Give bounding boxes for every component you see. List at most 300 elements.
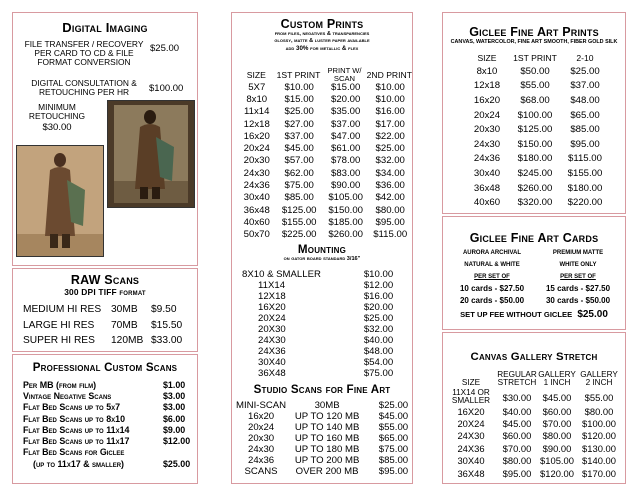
table-row [242, 280, 412, 291]
table-cell: UP TO 160 MB [294, 433, 360, 444]
table-cell: $42.00 [375, 192, 405, 204]
col2-head2: WHITE ONLY [559, 262, 597, 268]
custom-prints-table [238, 67, 412, 82]
table-cell: $125.00 [281, 204, 317, 216]
table-row [242, 368, 412, 379]
table-row [23, 302, 182, 318]
pro-label: Flat Bed Scans up to 5x7 [23, 402, 121, 413]
table-cell: $80.00 [584, 405, 614, 417]
table-row [445, 455, 621, 467]
table-cell: $55.00 [378, 422, 409, 433]
table-row [238, 81, 412, 93]
digital-imaging-item-2 [19, 79, 149, 97]
table-cell: $36.00 [375, 180, 405, 192]
table-cell: $37.00 [570, 80, 600, 92]
table-row [238, 192, 412, 204]
table-cell: $61.00 [330, 143, 361, 155]
pro-scans-table [23, 379, 190, 469]
col2-row1: 15 cards - $27.50 [545, 284, 611, 293]
table-cell: $45.00 [502, 418, 532, 430]
table-row [242, 291, 412, 302]
mounting-title: Mounting [297, 243, 347, 256]
table-cell: $90.00 [330, 180, 361, 192]
table-cell: $68.00 [520, 94, 550, 106]
table-cell: $75.00 [284, 180, 314, 192]
raw-label: SUPER HI RES [23, 335, 95, 347]
table-cell: 8x10 [476, 65, 498, 77]
table-cell: $155.00 [567, 167, 603, 179]
giclee-prints-panel [442, 12, 626, 214]
table-cell: $115.00 [568, 153, 602, 165]
table-cell: 36X48 [258, 368, 286, 379]
table-row [23, 390, 190, 401]
table-row [238, 130, 412, 142]
after-photo [107, 100, 195, 208]
table-cell: UP TO 200 MB [294, 455, 360, 466]
table-row [238, 216, 412, 228]
raw-scans-subtitle: 300 DPI TIFF format [64, 287, 146, 297]
giclee-prints-subtitle: CANVAS, WATERCOLOR, FINE ART SMOOTH, FIBER GOLD SILK [450, 39, 618, 45]
raw-size: 70MB [111, 319, 138, 331]
giclee-cards-title: Giclee Fine Art Cards [469, 231, 599, 245]
pro-price: $3.00 [163, 402, 186, 413]
table-row [23, 424, 190, 435]
table-row [238, 142, 412, 154]
table-cell: 30X40 [457, 455, 485, 467]
custom-prints-subtitle-1: from files, negatives & transparencies [274, 31, 370, 37]
table-row [242, 357, 412, 368]
table-cell: 20X24 [457, 418, 485, 430]
table-cell: $27.00 [284, 118, 314, 130]
table-row [242, 269, 412, 280]
table-cell: $55.00 [520, 80, 550, 92]
mounting-table [242, 269, 412, 379]
table-cell: 30MB [314, 400, 340, 411]
header-first-print: 1ST PRINT [276, 69, 321, 80]
table-row [23, 458, 190, 469]
table-row [23, 318, 182, 334]
table-row [23, 413, 190, 424]
table-row [238, 118, 412, 130]
item-label: FILE TRANSFER / RECOVERY PER CARD TO CD & FILE FORMAT CONVERSION [24, 39, 144, 67]
canvas-stretch-header [445, 367, 621, 387]
table-cell: 24X36 [457, 442, 485, 454]
table-cell: $95.00 [378, 466, 409, 477]
table-cell: 30x40 [473, 167, 501, 179]
table-cell: $150.00 [328, 204, 363, 216]
table-cell: $25.00 [570, 65, 600, 77]
table-row [445, 417, 621, 429]
table-cell: $25.00 [378, 400, 409, 411]
table-cell: 20x24 [247, 422, 275, 433]
raw-size: 30MB [111, 304, 138, 316]
table-cell: $65.00 [570, 109, 600, 121]
table-row [242, 302, 412, 313]
table-cell: 12x18 [473, 80, 501, 92]
table-cell: $260.00 [328, 229, 363, 241]
giclee-prints-title: Giclee Fine Art Prints [469, 25, 599, 39]
header-gallery-2-inch: GALLERY 2 INCH [580, 370, 618, 387]
table-cell: 5X7 [248, 81, 266, 93]
table-cell: 8x10 [246, 93, 268, 105]
table-row [236, 400, 408, 411]
table-cell: $45.00 [542, 391, 572, 403]
pro-price: $6.00 [163, 413, 186, 424]
table-cell: UP TO 180 MB [294, 444, 360, 455]
table-cell: $10.00 [375, 81, 405, 93]
header-gallery-1-inch: GALLERY 1 INCH [538, 370, 576, 387]
table-cell: $48.00 [570, 94, 600, 106]
table-cell: $75.00 [363, 368, 394, 379]
custom-prints-subtitle-2: glossy, matte & luster paper available [274, 38, 370, 44]
custom-prints-body [238, 81, 412, 241]
table-cell: $10.00 [284, 81, 314, 93]
table-cell: 24x36 [473, 153, 501, 165]
table-row [445, 442, 621, 454]
giclee-prints-table [465, 64, 609, 210]
header-size: SIZE [246, 69, 266, 80]
table-cell: $260.00 [517, 182, 553, 194]
col1-row2: 20 cards - $50.00 [459, 296, 525, 305]
studio-scans-title: Studio Scans for Fine Art [253, 383, 391, 396]
table-row [236, 433, 408, 444]
table-cell: $54.00 [363, 357, 394, 368]
table-header-row [465, 53, 609, 63]
table-row [236, 422, 408, 433]
pro-scans-panel [12, 354, 198, 484]
table-cell: $115.00 [373, 229, 408, 241]
table-cell: $15.00 [330, 81, 361, 93]
raw-price: $33.00 [151, 335, 183, 347]
custom-prints-panel [231, 12, 413, 484]
digital-imaging-title: Digital Imaging [62, 20, 148, 35]
table-row [23, 402, 190, 413]
table-cell: 36X48 [457, 467, 485, 479]
pro-price: $9.00 [163, 424, 186, 435]
pro-label: Flat Bed Scans up to 11x17 [23, 436, 130, 447]
table-row [445, 405, 621, 417]
table-cell: $83.00 [330, 167, 361, 179]
pro-price [163, 447, 190, 458]
table-cell: 40x60 [243, 216, 270, 228]
table-cell: $40.00 [363, 335, 394, 346]
table-cell: 24x30 [243, 167, 270, 179]
col1-head2: NATURAL & WHITE [464, 262, 520, 268]
table-cell: $75.00 [378, 444, 409, 455]
table-row [238, 155, 412, 167]
table-cell: $125.00 [517, 124, 553, 136]
table-cell: $45.00 [378, 411, 409, 422]
table-cell: $320.00 [517, 197, 553, 209]
table-cell: $55.00 [584, 391, 614, 403]
table-cell: $60.00 [502, 430, 532, 442]
mounting-subtitle: on gator board standard 3/16" [283, 256, 361, 262]
table-cell: $20.00 [330, 93, 361, 105]
table-cell: $80.00 [502, 455, 532, 467]
table-cell: $100.00 [517, 109, 553, 121]
table-row [465, 181, 609, 196]
setup-label: SET UP FEE WITHOUT GICLEE [460, 310, 573, 319]
table-cell: $10.00 [363, 269, 394, 280]
table-cell: 20X24 [258, 313, 286, 324]
table-cell: 20X30 [258, 324, 286, 335]
table-cell: 24x30 [473, 138, 501, 150]
header-two-to-ten: 2-10 [576, 53, 594, 63]
table-header-row [445, 367, 621, 387]
table-cell: 30x40 [243, 192, 270, 204]
custom-prints-subtitle-3: add 30% for metallic & flex [285, 45, 359, 52]
cards-col-2 [535, 247, 621, 307]
table-row [465, 79, 609, 94]
table-cell: $78.00 [330, 155, 361, 167]
table-cell: MINI-SCAN [236, 400, 287, 411]
table-row [236, 466, 408, 477]
table-cell: $17.00 [375, 118, 405, 130]
table-row [238, 204, 412, 216]
pro-label: Per MB (from film) [23, 379, 97, 390]
pro-price: $1.00 [163, 379, 186, 390]
table-header-row [238, 67, 412, 82]
table-row [445, 389, 621, 405]
table-cell: $20.00 [363, 302, 394, 313]
table-cell: 16X20 [457, 405, 485, 417]
pro-label: Flat Bed Scans up to 11x14 [23, 424, 130, 435]
col1-head1: AURORA ARCHIVAL [462, 250, 522, 256]
table-row [242, 324, 412, 335]
table-row [238, 167, 412, 179]
col1-row1: 10 cards - $27.50 [459, 284, 525, 293]
table-row [445, 430, 621, 442]
table-cell: $32.00 [363, 324, 394, 335]
table-cell: $30.00 [502, 391, 532, 403]
table-row [465, 166, 609, 181]
table-cell: $85.00 [284, 192, 314, 204]
col2-row2: 30 cards - $50.00 [545, 296, 611, 305]
table-cell: $95.00 [502, 467, 532, 479]
table-cell: $180.00 [517, 153, 553, 165]
pro-label: Vintage Negative Scans [23, 390, 112, 401]
item-label: DIGITAL CONSULTATION & RETOUCHING PER HR [31, 78, 137, 97]
setup-fee [443, 309, 625, 320]
pro-price: $12.00 [163, 436, 191, 447]
item-price: $30.00 [42, 122, 72, 133]
cards-col-1 [449, 247, 535, 307]
raw-scans-panel [12, 268, 198, 352]
table-cell: 8X10 & SMALLER [242, 269, 321, 280]
canvas-stretch-panel [442, 332, 626, 484]
table-row [465, 64, 609, 79]
before-photo [16, 145, 104, 257]
col2-head1: PREMIUM MATTE [552, 250, 604, 256]
table-cell: $150.00 [517, 138, 553, 150]
table-cell: $25.00 [363, 313, 394, 324]
table-cell: 20x30 [473, 124, 501, 136]
table-cell: $90.00 [542, 442, 572, 454]
digital-imaging-price-2: $100.00 [149, 83, 184, 94]
table-cell: $25.00 [284, 106, 314, 118]
table-cell: 16X20 [258, 302, 286, 313]
table-row [465, 152, 609, 167]
table-cell: 11X14 OR SMALLER [451, 388, 491, 405]
table-cell: $37.00 [330, 118, 361, 130]
table-cell: $120.00 [582, 430, 616, 442]
table-cell: $57.00 [284, 155, 314, 167]
table-row [445, 467, 621, 479]
pro-label: Flat Bed Scans up to 8x10 [23, 413, 126, 424]
digital-imaging-item-3 [27, 103, 87, 132]
table-cell: $245.00 [517, 167, 553, 179]
table-cell: 11X14 [258, 280, 286, 291]
table-cell: $70.00 [502, 442, 532, 454]
table-cell: $225.00 [281, 229, 317, 241]
raw-price: $15.50 [151, 319, 183, 331]
table-cell: $10.00 [375, 93, 405, 105]
table-cell: 24x36 [247, 455, 275, 466]
table-cell: $105.00 [328, 192, 363, 204]
table-cell: $185.00 [328, 216, 363, 228]
header-second-print: 2ND PRINT [366, 69, 412, 80]
table-cell: $100.00 [582, 418, 616, 430]
table-cell: $65.00 [378, 433, 409, 444]
table-cell: $50.00 [520, 65, 550, 77]
raw-scans-title: RAW Scans [70, 273, 140, 287]
table-cell: 24x36 [243, 180, 270, 192]
table-cell: OVER 200 MB [295, 466, 359, 477]
table-cell: $70.00 [542, 418, 572, 430]
table-row [236, 411, 408, 422]
table-cell: $35.00 [330, 106, 361, 118]
table-cell: 50x70 [243, 229, 270, 241]
table-cell: 24X36 [258, 346, 286, 357]
table-cell: $60.00 [542, 405, 572, 417]
table-cell: UP TO 140 MB [294, 422, 360, 433]
table-row [242, 346, 412, 357]
table-cell: $180.00 [567, 182, 603, 194]
table-cell: $32.00 [375, 155, 405, 167]
table-row [465, 122, 609, 137]
table-cell: 16x20 [473, 94, 501, 106]
table-cell: $220.00 [567, 197, 603, 209]
pro-price: $25.00 [163, 458, 191, 469]
table-row [465, 137, 609, 152]
table-row [238, 106, 412, 118]
table-cell: $140.00 [582, 455, 616, 467]
table-cell: SCANS [244, 466, 278, 477]
table-row [238, 93, 412, 105]
table-cell: $85.00 [378, 455, 409, 466]
pro-label: (up to 11x17 & smaller) [33, 458, 124, 469]
table-row [23, 379, 190, 390]
table-cell: $40.00 [502, 405, 532, 417]
raw-scans-table [23, 302, 182, 349]
table-cell: 24X30 [258, 335, 286, 346]
header-size: SIZE [461, 378, 481, 387]
digital-imaging-panel [12, 12, 198, 266]
table-cell: 40x60 [473, 197, 501, 209]
raw-label: LARGE HI RES [23, 319, 95, 331]
table-cell: 11x14 [244, 106, 270, 118]
table-cell: 30X40 [258, 357, 286, 368]
table-cell: $22.00 [375, 130, 405, 142]
digital-imaging-price-1: $25.00 [150, 43, 180, 54]
table-cell: $12.00 [363, 280, 394, 291]
table-cell: $95.00 [375, 216, 405, 228]
table-cell: $170.00 [582, 467, 616, 479]
col2-head3: PER SET OF [560, 274, 596, 280]
table-row [242, 335, 412, 346]
header-regular-stretch: REGULAR STRETCH [497, 370, 537, 387]
table-cell: $16.00 [363, 291, 394, 302]
canvas-stretch-title: Canvas Gallery Stretch [470, 351, 598, 363]
giclee-cards-panel [442, 216, 626, 330]
table-cell: 12X18 [258, 291, 286, 302]
table-cell: $120.00 [540, 467, 574, 479]
item-label: MINIMUM RETOUCHING [28, 102, 86, 121]
raw-price: $9.50 [151, 304, 177, 316]
table-cell: $45.00 [284, 143, 314, 155]
table-cell: $48.00 [363, 346, 394, 357]
table-cell: $85.00 [570, 124, 600, 136]
canvas-stretch-table [445, 389, 621, 479]
table-cell: 20x24 [473, 109, 501, 121]
table-cell: $80.00 [542, 430, 572, 442]
table-row [23, 447, 190, 458]
table-cell: $62.00 [284, 167, 314, 179]
table-cell: 12x18 [243, 118, 270, 130]
table-cell: $15.00 [284, 93, 314, 105]
table-cell: 16x20 [247, 411, 275, 422]
raw-size: 120MB [111, 335, 144, 347]
custom-prints-title: Custom Prints [280, 17, 364, 31]
table-row [465, 93, 609, 108]
table-cell: 24X30 [457, 430, 485, 442]
pro-label: Flat Bed Scans for Giclee [23, 447, 125, 458]
table-row [238, 179, 412, 191]
table-row [465, 195, 609, 210]
pro-price: $3.00 [163, 390, 186, 401]
table-row [238, 229, 412, 241]
table-row [465, 108, 609, 123]
setup-price: $25.00 [577, 309, 608, 320]
table-cell: UP TO 120 MB [294, 411, 360, 422]
table-cell: $130.00 [582, 442, 616, 454]
header-first-print: 1ST PRINT [513, 53, 557, 63]
table-cell: $80.00 [375, 204, 405, 216]
table-cell: $37.00 [284, 130, 314, 142]
table-cell: $34.00 [375, 167, 405, 179]
table-cell: $155.00 [281, 216, 317, 228]
table-cell: $105.00 [540, 455, 574, 467]
table-row [23, 333, 182, 349]
giclee-prints-header [465, 53, 609, 63]
table-cell: 36x48 [243, 204, 270, 216]
table-cell: 36x48 [473, 182, 501, 194]
table-cell: 20x30 [243, 155, 270, 167]
pro-scans-title: Professional Custom Scans [32, 361, 178, 374]
table-cell: 20x30 [247, 433, 275, 444]
col1-head3: PER SET OF [474, 274, 510, 280]
header-size: SIZE [477, 53, 497, 63]
table-cell: 20x24 [243, 143, 270, 155]
table-cell: 24x30 [247, 444, 275, 455]
header-print-with-scan: PRINT W/ SCAN [327, 66, 362, 83]
table-cell: $25.00 [375, 143, 405, 155]
table-cell: $95.00 [570, 138, 600, 150]
table-cell: $16.00 [375, 106, 405, 118]
table-row [236, 455, 408, 466]
table-cell: $47.00 [330, 130, 361, 142]
raw-label: MEDIUM HI RES [23, 304, 102, 316]
